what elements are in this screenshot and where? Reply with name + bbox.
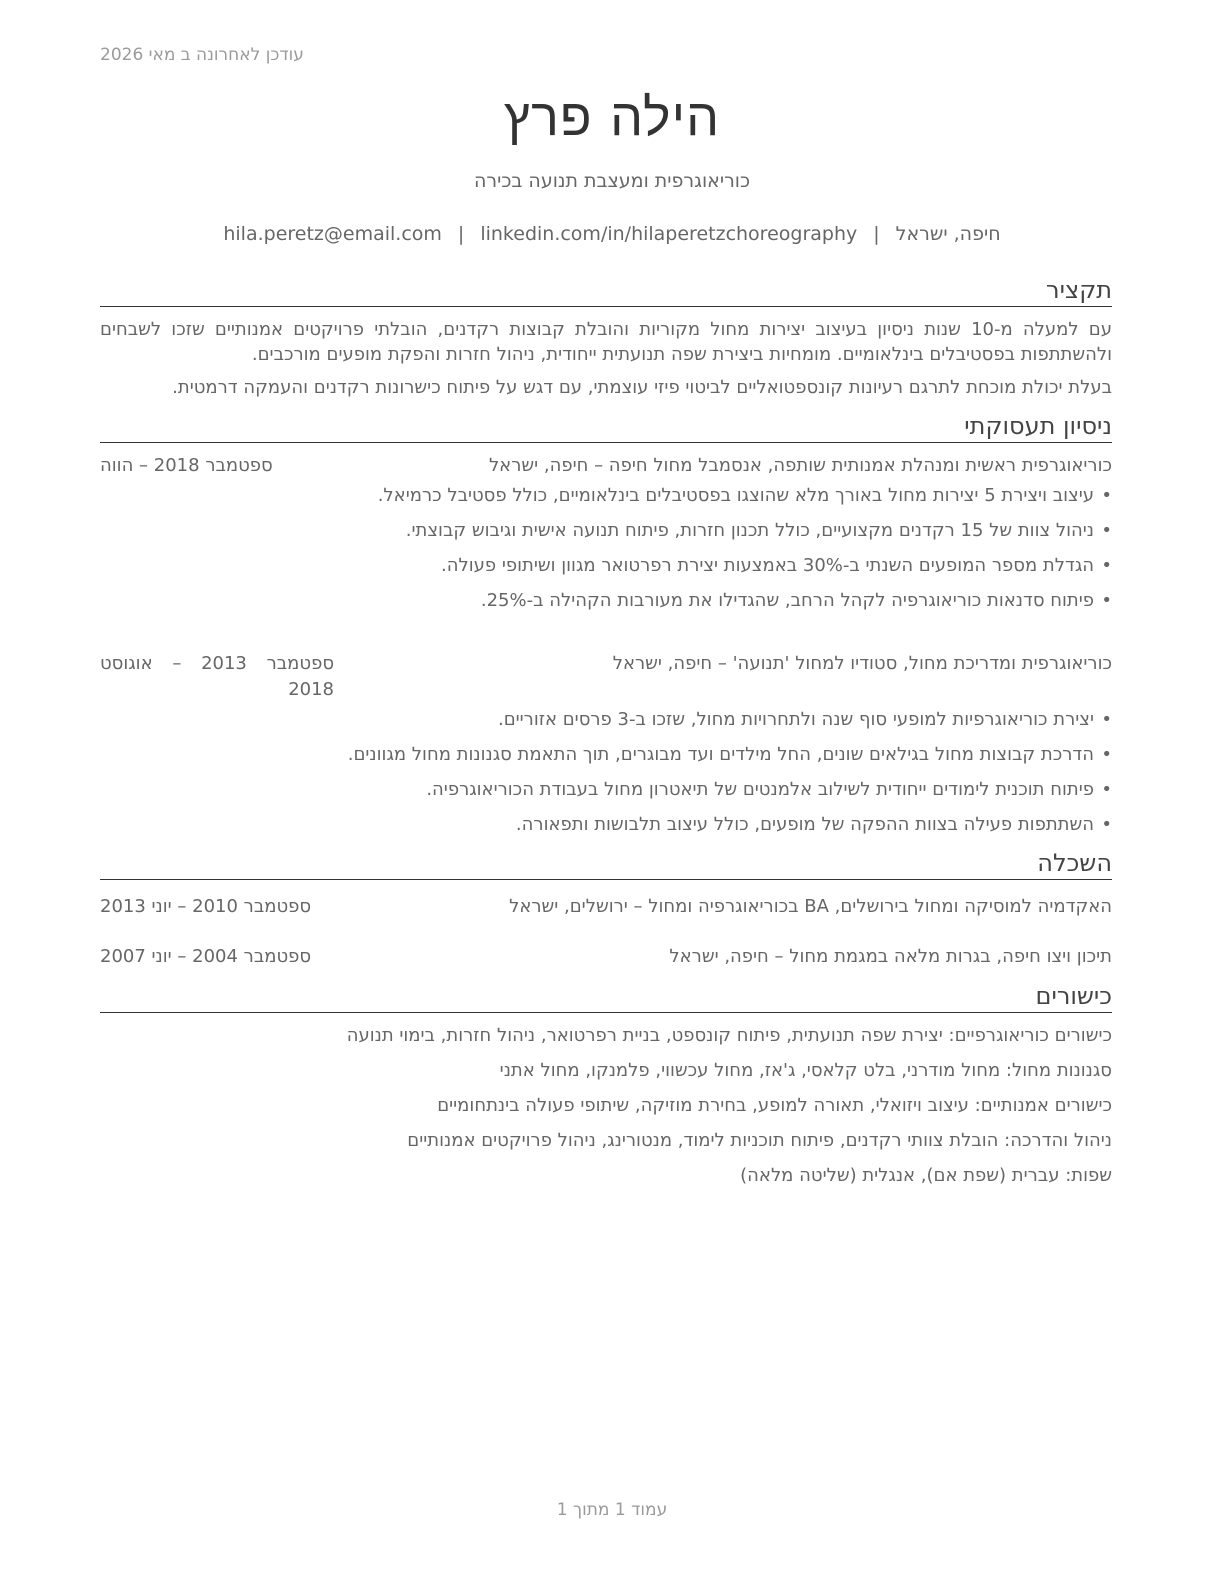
skill-line: כישורים כוריאוגרפיים: יצירת שפה תנועתית, פיתוח קונספט, בניית רפרטואר, ניהול חזרות, בימוי תנועה [346,1025,1112,1046]
section-title-education: השכלה [100,849,1112,880]
candidate-title: כוריאוגרפית ומעצבת תנועה בכירה [473,170,751,192]
list-item: • עיצוב ויצירת 5 יצירות מחול באורך מלא שהוצגו בפסטיבלים בינלאומיים, כולל פסטיבל כרמיאל. [100,483,1112,508]
list-item: • הגדלת מספר המופעים השנתי ב-30% באמצעות יצירת רפרטואר מגוון ושיתופי פעולה. [100,553,1112,578]
summary-paragraph: עם למעלה מ-10 שנות ניסיון בעיצוב יצירות מחול מקוריות והובלת קבוצות רקדנים, הובלתי פרויקטים אמנותיים שזכו לשבחים ולהשתתפות בפסטיבלים בינלאומיים. מומחיות ביצירת שפה תנועתית ייחודית, ניהול חזרות והפקת מופעים מורכבים. [100,319,1112,365]
job-entry [100,651,1112,837]
experience-section [100,412,1112,837]
summary-paragraph: בעלת יכולת מוכחת לתרגם רעיונות קונספטואליים לביטוי פיזי עוצמתי, עם דגש על פיתוח כישרונות רקדנים והעמקה דרמטית. [172,377,1112,398]
list-item: • פיתוח תוכנית לימודים ייחודית לשילוב אלמנטים של תיאטרון מחול בעבודת הכוריאוגרפיה. [100,777,1112,802]
skill-line: ניהול והדרכה: הובלת צוותי רקדנים, פיתוח תוכניות לימוד, מנטורינג, ניהול פרויקטים אמנותיים [407,1130,1112,1151]
list-item: • ניהול צוות של 15 רקדנים מקצועיים, כולל תכנון חזרות, פיתוח תנועה אישית וגיבוש קבוצתי. [100,518,1112,543]
education-entry [100,894,1112,920]
job-entry [100,453,1112,613]
education-dates: ספטמבר 2004 – יוני 2007 [100,946,312,967]
section-title-skills: כישורים [100,982,1112,1013]
contact-location: חיפה, ישראל [895,223,1001,245]
candidate-name: הילה פרץ [503,88,721,148]
contact-separator: | [457,223,465,245]
last-updated-note: עודכן לאחרונה ב מאי 2026 [100,45,304,65]
page-number: עמוד 1 מתוך 1 [556,1500,668,1520]
section-title-summary: תקציר [100,276,1112,307]
list-item: • פיתוח סדנאות כוריאוגרפיה לקהל הרחב, שהגדילו את מעורבות הקהילה ב-25%. [100,588,1112,613]
education-section [100,849,1112,970]
job-dates: ספטמבר 2018 – הווה [100,455,273,476]
skills-section [100,982,1112,1188]
job-title: כוריאוגרפית ראשית ומנהלת אמנותית שותפה, אנסמבל מחול חיפה – חיפה, ישראל [488,455,1112,476]
contact-separator: | [873,223,880,245]
list-item: • הדרכת קבוצות מחול בגילאים שונים, החל מילדים ועד מבוגרים, תוך התאמת סגנונות מחול מגוונים. [100,742,1112,767]
resume-content [100,276,1112,1188]
skill-line: סגנונות מחול: מחול מודרני, בלט קלאסי, ג'אז, מחול עכשווי, פלמנקו, מחול אתני [499,1060,1112,1081]
education-entry [100,944,1112,970]
section-title-experience: ניסיון תעסוקתי [100,412,1112,443]
job-header [100,651,1112,703]
contact-linkedin[interactable]: linkedin.com/in/hilaperetzchoreography [480,223,858,245]
education-institution: האקדמיה למוסיקה ומחול בירושלים, BA בכוריאוגרפיה ומחול – ירושלים, ישראל [509,896,1112,917]
skill-line: שפות: עברית (שפת אם), אנגלית (שליטה מלאה) [740,1165,1112,1186]
summary-section [100,276,1112,400]
list-item: • יצירת כוריאוגרפיות למופעי סוף שנה ולתחרויות מחול, שזכו ב-3 פרסים אזוריים. [100,707,1112,732]
job-dates: ספטמבר 2013 – אוגוסט 2018 [100,653,335,700]
job-bullets [100,483,1112,613]
job-bullets [100,707,1112,837]
skill-line: כישורים אמנותיים: עיצוב ויזואלי, תאורה למופע, בחירת מוזיקה, שיתופי פעולה בינתחומיים [437,1095,1112,1116]
job-title: כוריאוגרפית ומדריכת מחול, סטודיו למחול 'תנועה' – חיפה, ישראל [612,653,1112,674]
education-institution: תיכון ויצו חיפה, בגרות מלאה במגמת מחול – חיפה, ישראל [669,946,1112,967]
contact-email[interactable]: hila.peretz@email.com [223,223,442,245]
job-header [100,453,1112,479]
education-dates: ספטמבר 2010 – יוני 2013 [100,896,312,917]
contact-line [0,223,1224,245]
list-item: • השתתפות פעילה בצוות ההפקה של מופעים, כולל עיצוב תלבושות ותפאורה. [100,812,1112,837]
